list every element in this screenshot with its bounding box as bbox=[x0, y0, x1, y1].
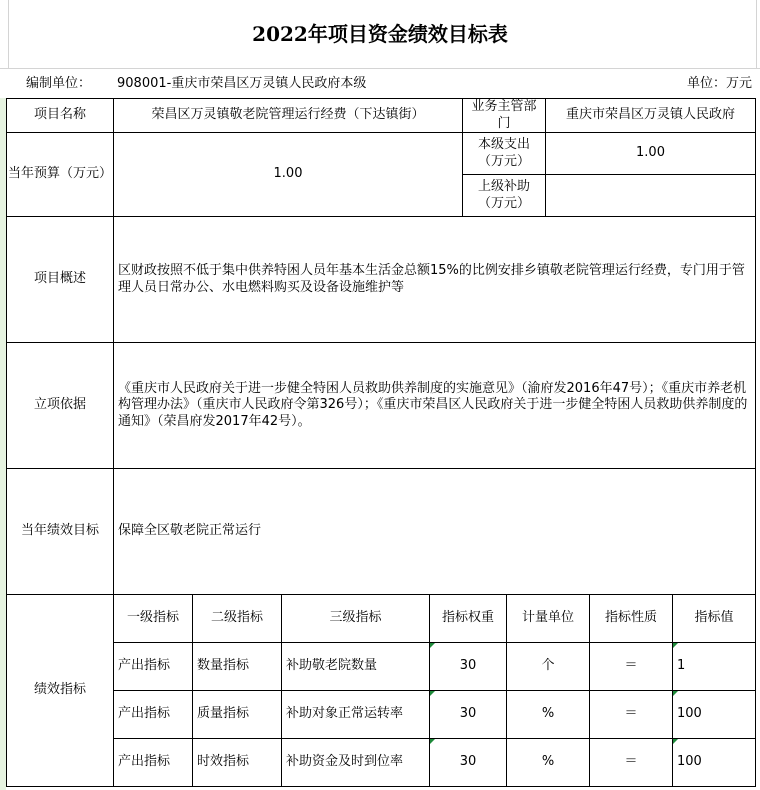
basis-text: 《重庆市人民政府关于进一步健全特困人员救助供养制度的实施意见》（渝府发2016年47号）；《重庆市养老机构管理办法》（重庆市人民政府令第326号）；《重庆市荣昌区人民政府关于进一步健全特困人员救助供养制度的通知》（荣昌府发2017年42号）。 bbox=[118, 381, 748, 429]
local-expense-label: 本级支出（万元） bbox=[477, 137, 530, 169]
table-cell: 质量指标 bbox=[197, 706, 250, 722]
table-cell: ＝ bbox=[624, 754, 638, 770]
upper-subsidy-value bbox=[546, 175, 755, 216]
cell-marker-icon bbox=[430, 643, 435, 648]
cell-marker-icon bbox=[673, 739, 678, 744]
table-cell: 100 bbox=[677, 706, 702, 722]
project-name-value: 荣昌区万灵镇敬老院管理运行经费（下达镇街） bbox=[151, 107, 425, 123]
table-cell: 补助资金及时到位率 bbox=[286, 754, 404, 770]
table-cell: 30 bbox=[459, 658, 477, 674]
table-cell: 补助敬老院数量 bbox=[286, 658, 378, 674]
table-cell: ＝ bbox=[624, 706, 638, 722]
table-cell: 数量指标 bbox=[197, 658, 250, 674]
table-cell: 30 bbox=[459, 706, 477, 722]
upper-subsidy-label: 上级补助（万元） bbox=[477, 179, 530, 211]
overview-text: 区财政按照不低于集中供养特困人员年基本生活金总额15%的比例安排乡镇敬老院管理运行经费，专门用于管理人员日常办公、水电燃料购买及设备设施维护等 bbox=[118, 263, 745, 295]
budget-label: 当年预算（万元） bbox=[7, 166, 112, 182]
project-name-label: 项目名称 bbox=[33, 107, 86, 123]
basis-label: 立项依据 bbox=[33, 397, 86, 413]
table-cell: 30 bbox=[459, 754, 477, 770]
table-cell: 产出指标 bbox=[118, 658, 171, 674]
goal-label: 当年绩效目标 bbox=[20, 523, 99, 539]
table-cell: 时效指标 bbox=[197, 754, 250, 770]
table-cell: 个 bbox=[541, 658, 555, 674]
table-cell: 100 bbox=[677, 754, 702, 770]
table-cell: 补助对象正常运转率 bbox=[286, 706, 404, 722]
org-value: 908001-重庆市荣昌区万灵镇人民政府本级 bbox=[117, 75, 367, 91]
org-label: 编制单位： bbox=[26, 75, 92, 91]
table-cell: 产出指标 bbox=[118, 754, 171, 770]
header-weight: 指标权重 bbox=[441, 610, 494, 626]
table-cell: ＝ bbox=[624, 658, 638, 674]
table-cell: 1 bbox=[677, 658, 686, 674]
header-level2: 二级指标 bbox=[210, 610, 263, 626]
table-cell: % bbox=[541, 706, 555, 722]
overview-label: 项目概述 bbox=[33, 271, 86, 287]
goal-text: 保障全区敬老院正常运行 bbox=[118, 523, 262, 539]
header-level3: 三级指标 bbox=[329, 610, 382, 626]
header-unit: 计量单位 bbox=[521, 610, 574, 626]
cell-marker-icon bbox=[430, 691, 435, 696]
budget-value: 1.00 bbox=[273, 166, 303, 182]
header-nature: 指标性质 bbox=[604, 610, 657, 626]
table-cell: % bbox=[541, 754, 555, 770]
unit-label: 单位：万元 bbox=[686, 75, 752, 91]
local-expense-value: 1.00 bbox=[636, 145, 665, 161]
cell-marker-icon bbox=[673, 643, 678, 648]
cell-marker-icon bbox=[430, 739, 435, 744]
dept-label: 业务主管部门 bbox=[471, 99, 537, 131]
header-value: 指标值 bbox=[694, 610, 734, 626]
dept-value: 重庆市荣昌区万灵镇人民政府 bbox=[565, 107, 735, 123]
indicators-label: 绩效指标 bbox=[33, 682, 86, 698]
cell-marker-icon bbox=[673, 691, 678, 696]
page-title: 2022年项目资金绩效目标表 bbox=[252, 21, 508, 46]
header-level1: 一级指标 bbox=[126, 610, 179, 626]
table-cell: 产出指标 bbox=[118, 706, 171, 722]
